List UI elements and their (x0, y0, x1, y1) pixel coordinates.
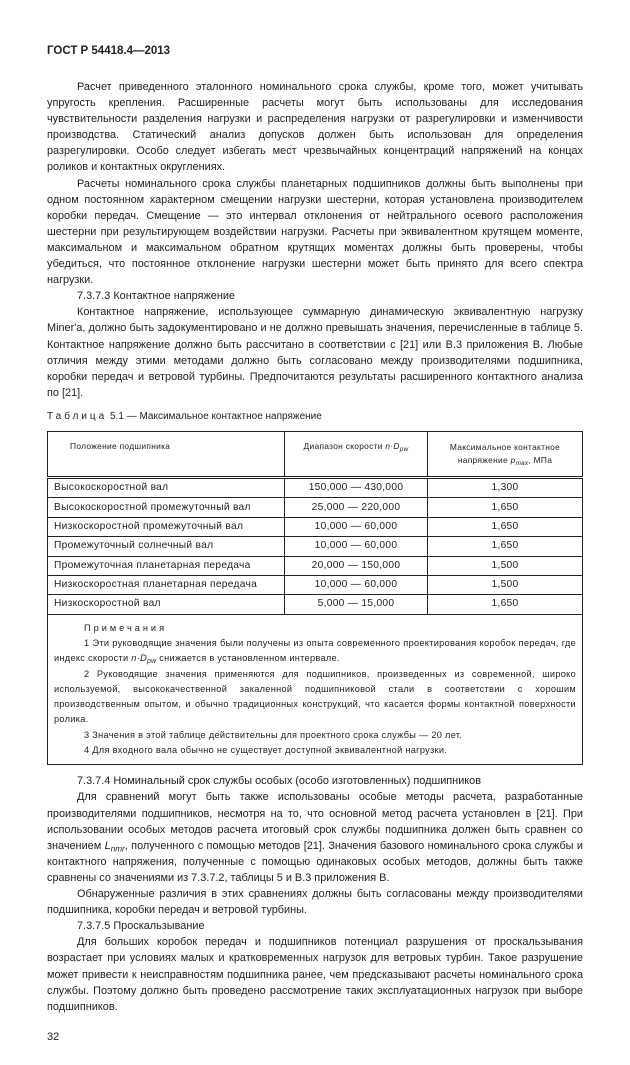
table-row (48, 517, 583, 536)
note: 4 Для входного вала обычно не существует доступной эквивалентной нагрузки. (84, 745, 448, 756)
table-row (48, 556, 583, 575)
table-row (48, 477, 583, 497)
table-notes (48, 614, 583, 765)
col-header-position: Положение подшипника (48, 431, 285, 477)
table-row (48, 575, 583, 594)
document-header: ГОСТ Р 54418.4—2013 (47, 45, 171, 57)
cell-speed-range: 10,000 — 60,000 (285, 517, 428, 536)
cell-max-stress: 1,500 (428, 556, 583, 575)
cell-position: Промежуточный солнечный вал (48, 537, 285, 556)
cell-position: Высокоскоростной вал (48, 477, 285, 497)
section-heading: 7.3.7.3 Контактное напряжение (77, 290, 235, 303)
caption-text: 5.1 — Максимальное контактное напряжение (110, 410, 322, 422)
cell-speed-range: 20,000 — 150,000 (285, 556, 428, 575)
contact-stress-table (47, 431, 583, 765)
table-caption (47, 409, 583, 425)
cell-position: Высокоскоростной промежуточный вал (48, 498, 285, 517)
cell-speed-range: 25,000 — 220,000 (285, 498, 428, 517)
cell-max-stress: 1,500 (428, 575, 583, 594)
col-header-speed: Диапазон скорости $n\cdot D_{pw}$ (285, 431, 428, 477)
cell-max-stress: 1,300 (428, 477, 583, 497)
section-heading: 7.3.7.5 Проскальзывание (77, 920, 205, 933)
notes-title: Примечания (84, 622, 168, 633)
paragraph: Для больших коробок передач и подшипников потенциал разрушения от проскальзывания возрастает при условиях малых и кратковременных нагрузок для ветровых турбин. Такое разрушение может привести к неисправностям подшипника ранее, чем предсказывают расчеты номинального срока службы. Поэтому должно быть проведено рассмотрение таких эксплуатационных нагрузок при выборе подшипников. (47, 936, 583, 1013)
cell-max-stress: 1,650 (428, 595, 583, 614)
caption-label: Таблица (47, 410, 108, 422)
paragraph: Обнаруженные различия в этих сравнениях должны быть согласованы между производителями подшипника, коробки передач и ветровой турбины. (47, 888, 583, 917)
paragraph: Контактное напряжение, использующее суммарную динамическую эквивалентную нагрузку Miner'a, должно быть задокументировано и не должно превышать значения, перечисленные в таблице 5. Контактное напряжение должно быть рассчитано в соответствии с [21] или B.3 приложения B. Любые отличия между этими методами должно быть согласовано между производителями подшипника, коробки передач и ветровой турбины. Предпочитаются результаты расширенного контактного анализа по [21]. (47, 306, 583, 399)
paragraph: Расчет приведенного эталонного номинального срока службы, кроме того, может учитывать упругость крепления. Расширенные расчеты могут быть использованы для исследования чувствительности разделения нагрузки и распределения нагрузки от разрегулировки и изменчивости производства. Статический анализ допусков должен быть использован для определения разрегулировки. Особо следует избегать мест чрезвычайных концентраций напряжений на концах роликов и контактных округлениях. (47, 81, 583, 174)
table-row (48, 537, 583, 556)
cell-speed-range: 10,000 — 60,000 (285, 575, 428, 594)
col-header-stress: Максимальное контактное напряжение $p_{max}$, МПа (428, 431, 583, 477)
cell-speed-range: 150,000 — 430,000 (285, 477, 428, 497)
note: 3 Значения в этой таблице действительны для проектного срока службы — 20 лет. (84, 729, 463, 740)
table-row (48, 595, 583, 614)
paragraph: Для сравнений могут быть также использованы особые методы расчета, разработанные производителями подшипников, несмотря на то, что основной метод расчета установлен в [21]. При использовании особых методов расчета итоговый срок службы подшипника должен быть сравнен со значением $L_{nmr}$, полученного с помощью методов [21]. Значения базового номинального срока службы и контактного напряжения, полученные с помощью одинаковых особых методов, должны быть также сравнены со значениями из 7.3.7.2, таблицы 5 и B.3 приложения B. (47, 791, 584, 884)
paragraph: Расчеты номинального срока службы планетарных подшипников должны быть выполнены при одном постоянном характерном смещении нагрузки шестерни, которая установлена производителем коробки передач. Смещение — это интервал отклонения от нейтрального осевого расположения шестерни при результирующем воздействии нагрузки. Расчеты при эквивалентном крутящем моменте, максимальном и максимальном обратном крутящих моментах должны быть проверены, чтобы убедиться, что постоянное отклонение нагрузки шестерни может быть принято для всего спектра нагрузки. (47, 177, 583, 287)
section-heading: 7.3.7.4 Номинальный срок службы особых (особо изготовленных) подшипников (77, 775, 482, 788)
cell-position: Низкоскоростная планетарная передача (48, 575, 285, 594)
cell-max-stress: 1,650 (428, 537, 583, 556)
cell-position: Промежуточная планетарная передача (48, 556, 285, 575)
cell-position: Низкоскоростной вал (48, 595, 285, 614)
page-number: 32 (47, 1030, 60, 1043)
cell-max-stress: 1,650 (428, 498, 583, 517)
cell-speed-range: 10,000 — 60,000 (285, 537, 428, 556)
cell-max-stress: 1,650 (428, 517, 583, 536)
note: 1 Эти руководящие значения были получены из опыта современного проектирования коробок передач, где индекс скорости $n\cdot D_{pw}$ снижается в установленном интервале. (54, 638, 576, 666)
note: 2 Руководящие значения применяются для подшипников, произведенных из современной, широко используемой, высококачественной закаленной подшипниковой стали в соответствии с хорошим производственным опытом, и обычно традиционных конструкций, что касается формы контактной поверхности ролика. (54, 668, 576, 725)
table-row (48, 498, 583, 517)
cell-position: Низкоскоростной промежуточный вал (48, 517, 285, 536)
table-header-row (48, 431, 583, 477)
page-body (47, 79, 583, 1065)
cell-speed-range: 5,000 — 15,000 (285, 595, 428, 614)
